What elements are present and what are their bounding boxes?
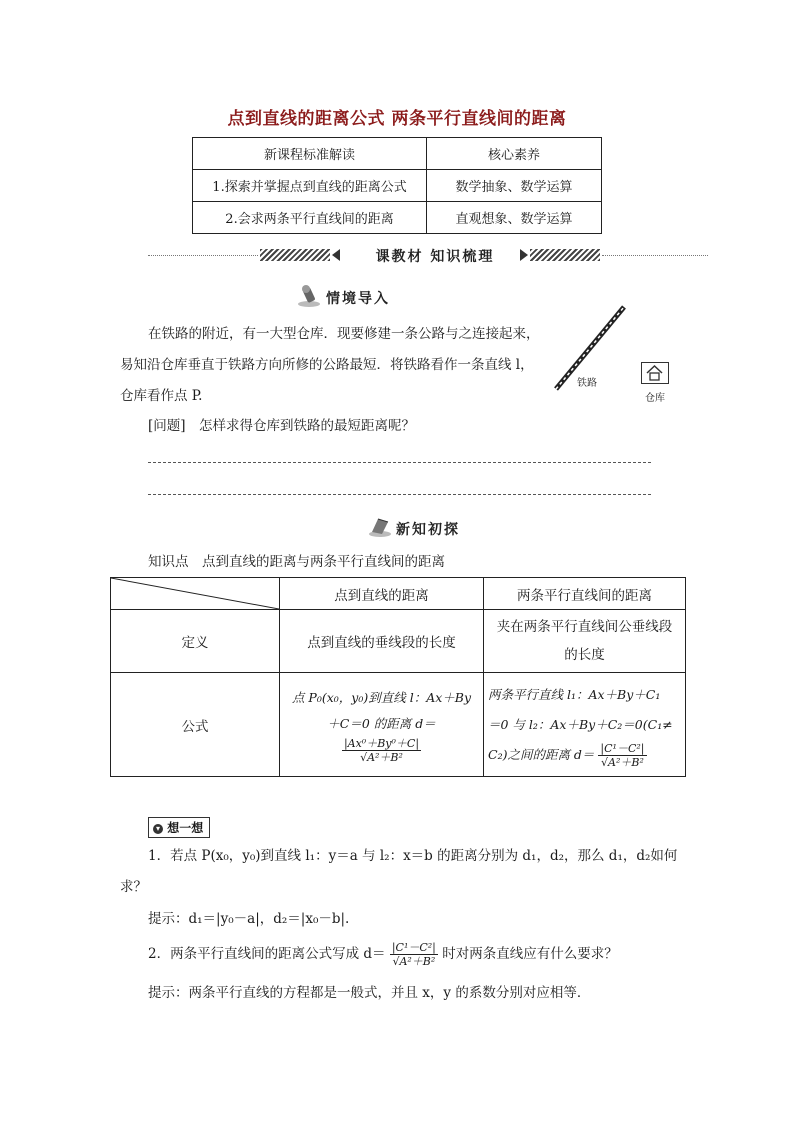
- formula1-denominator: √A²＋B²: [360, 751, 403, 764]
- scenario-heading-text: 情境导入: [326, 291, 390, 307]
- banner-arrow-left-icon: [332, 249, 340, 261]
- formula-point-line: [280, 673, 484, 777]
- formula-parallel-lines: [484, 673, 686, 777]
- diagonal-line: [111, 578, 279, 609]
- formula2-line3: C₂)之间的距离 d＝: [488, 746, 595, 762]
- banner-arrow-right-icon: [520, 249, 528, 261]
- think-tag-text: 想一想: [167, 821, 204, 835]
- definition-parallel-line1: 夹在两条平行直线间公垂线段: [496, 619, 673, 635]
- think-icon: ▾: [153, 824, 163, 834]
- formula2-line3-wrap: [488, 740, 681, 770]
- think-q1-line2: 求？: [120, 879, 147, 895]
- banner-text: 课教材 知识梳理: [375, 249, 495, 265]
- banner-stripe-right: [530, 249, 600, 261]
- think-q2-numerator: |C¹－C²|: [391, 941, 436, 954]
- think-q2-suffix: 时对两条直线应有什么要求？: [442, 946, 618, 962]
- standards-header-col2: 核心素养: [427, 138, 602, 170]
- formula1-line1: 点 P₀(x₀，y₀)到直线 l：Ax＋By: [291, 690, 472, 705]
- knowledge-table: [110, 577, 686, 777]
- scenario-line1: 在铁路的附近，有一大型仓库．现要修建一条公路与之连接起来，: [148, 326, 540, 342]
- scenario-line2: 易知沿仓库垂直于铁路方向所修的公路最短．将铁路看作一条直线 l，: [120, 357, 534, 373]
- think-q2: [148, 939, 618, 969]
- explore-heading-text: 新知初探: [396, 522, 460, 538]
- think-a2: 提示：两条平行直线的方程都是一般式，并且 x，y 的系数分别对应相等．: [148, 985, 591, 1001]
- answer-line-2: [148, 494, 651, 495]
- scenario-line3: 仓库看作点 P.: [120, 388, 203, 404]
- house-icon: [642, 363, 667, 382]
- standards-cell-r1c1: 1.探索并掌握点到直线的距离公式: [193, 170, 427, 202]
- definition-point-line: 点到直线的垂线段的长度: [280, 610, 484, 673]
- scenario-question: [问题] 怎样求得仓库到铁路的最短距离呢？: [148, 418, 416, 434]
- formula1-numerator: |Ax⁰＋By⁰＋C|: [343, 737, 420, 750]
- definition-parallel-lines: [484, 610, 686, 673]
- knowledge-header-col1: 点到直线的距离: [280, 578, 484, 610]
- think-a1: 提示：d₁＝|y₀－a|，d₂＝|x₀－b|.: [148, 911, 350, 927]
- section-banner: [148, 246, 708, 266]
- standards-cell-r2c1: 2.会求两条平行直线间的距离: [193, 202, 427, 234]
- railway-label: 铁路: [577, 378, 597, 389]
- knowledge-point-title: 知识点 点到直线的距离与两条平行直线间的距离: [148, 554, 445, 570]
- page-title: 点到直线的距离公式 两条平行直线间的距离: [227, 109, 567, 129]
- banner-dotline-left: [148, 255, 258, 256]
- definition-parallel-line2: 的长度: [564, 647, 605, 663]
- row-label-definition: 定义: [111, 610, 280, 673]
- formula1-line2: ＋C＝0 的距离 d＝: [327, 716, 436, 731]
- formula2-fraction: [598, 742, 646, 769]
- banner-dotline-right: [602, 255, 708, 256]
- formula2-denominator: √A²＋B²: [601, 755, 644, 769]
- think-q2-fraction: [390, 941, 438, 968]
- formula1-fraction: [342, 737, 421, 764]
- book-icon: [368, 516, 392, 538]
- think-q2-prefix: 2．两条平行直线间的距离公式写成 d＝: [148, 946, 386, 962]
- standards-header-col1: 新课程标准解读: [193, 138, 427, 170]
- answer-line-1: [148, 462, 651, 463]
- think-tag: [148, 817, 210, 838]
- warehouse-box: [641, 362, 669, 384]
- standards-table: [192, 137, 602, 234]
- knowledge-header-col2: 两条平行直线间的距离: [484, 578, 686, 610]
- row-label-formula: 公式: [111, 673, 280, 777]
- standards-cell-r2c2: 直观想象、数学运算: [427, 202, 602, 234]
- warehouse-label: 仓库: [645, 393, 665, 404]
- banner-stripe-left: [260, 249, 330, 261]
- pin-icon: [296, 284, 322, 308]
- formula2-line2: ＝0 与 l₂：Ax＋By＋C₂＝0(C₁≠: [488, 716, 673, 732]
- knowledge-corner-cell: [111, 578, 280, 610]
- think-q2-denominator: √A²＋B²: [392, 955, 436, 968]
- formula2-line1: 两条平行直线 l₁：Ax＋By＋C₁: [488, 686, 661, 702]
- formula2-numerator: |C¹－C²|: [600, 741, 645, 755]
- standards-cell-r1c2: 数学抽象、数学运算: [427, 170, 602, 202]
- think-q1-line1: 1．若点 P(x₀，y₀)到直线 l₁：y＝a 与 l₂：x＝b 的距离分别为 d₁，d₂，那么 d₁，d₂如何: [148, 848, 678, 864]
